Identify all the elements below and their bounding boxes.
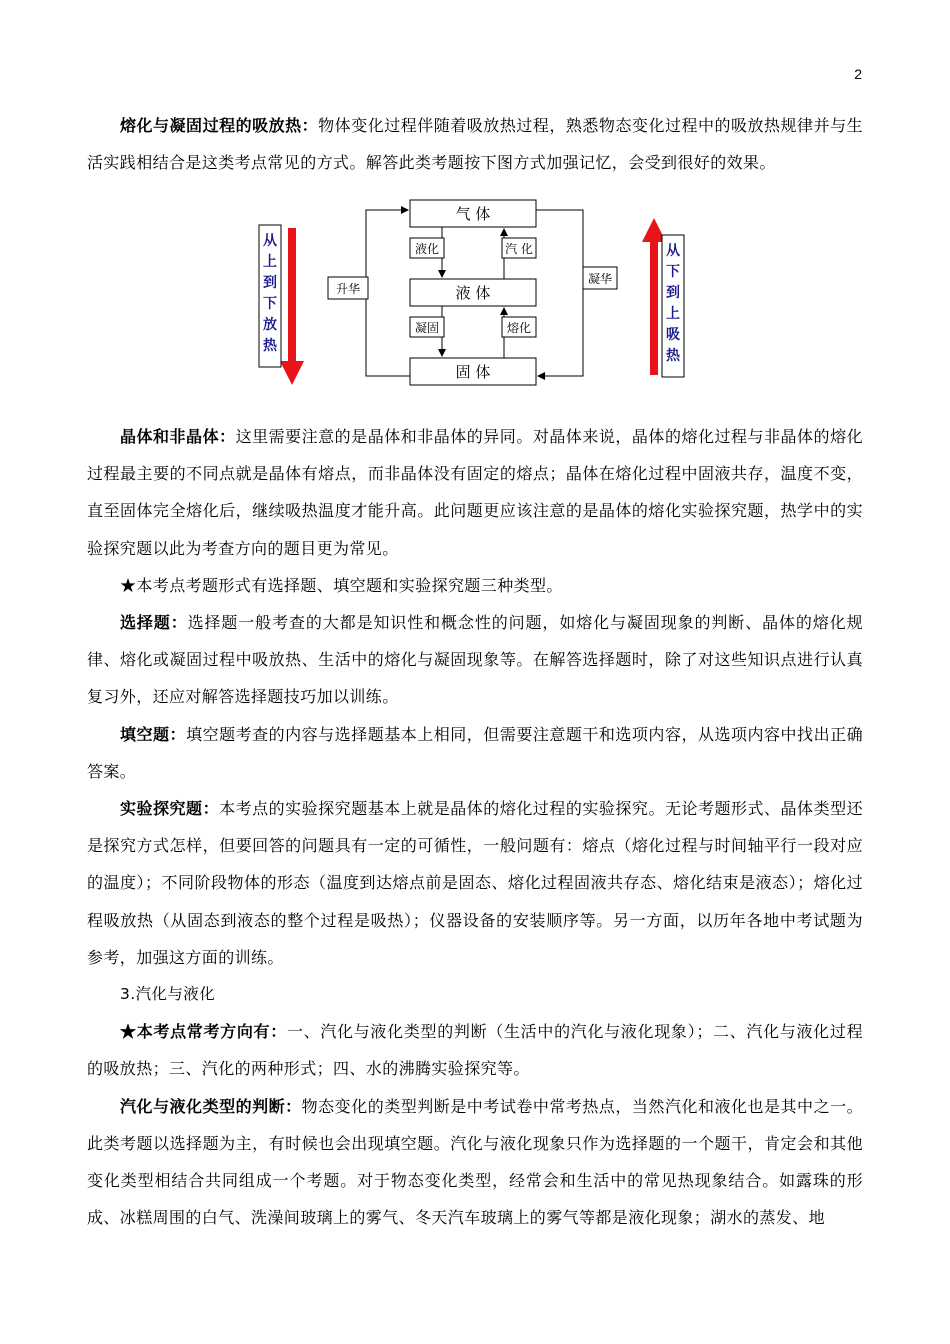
absorb-heat-char-5: 热: [666, 348, 680, 364]
paragraph-text: ★本考点考题形式有选择题、填空题和实验探究题三种类型。: [120, 575, 563, 595]
paragraph-text: 物态变化的类型判断是中考试卷中常考热点，当然汽化和液化也是其中之一。此类考题以选择题为主，有时候也会出现填空题。汽化与液化现象只作为选择题的一个题干，肯定会和其他变化类型相结合共同组成一个考题。对于物态变化类型，经常会和生活中的常见热现象结合。如露珠的形成、冰糕周围的白气、洗澡间玻璃上的雾气、冬天汽车玻璃上的雾气等都是液化现象；湖水的蒸发、地: [87, 1096, 863, 1228]
release-heat-char-0: 从: [263, 233, 277, 249]
paragraph-label: 填空题：: [120, 724, 187, 744]
paragraph-label: 熔化与凝固过程的吸放热：: [120, 116, 319, 135]
section-crystal: [87, 418, 863, 1236]
paragraph-text: 本考点的实验探究题基本上就是晶体的熔化过程的实验探究。无论考题形式、晶体类型还是探究方式怎样，但要回答的问题具有一定的可循性，一般问题有：熔点（熔化过程与时间轴平行一段对应的温度）；不同阶段物体的形态（温度到达熔点前是固态、熔化过程固液共存态、熔化结束是液态）；熔化过程吸放热（从固态到液态的整个过程是吸热）；仪器设备的安装顺序等。另一方面，以历年各地中考试题为参考，加强这方面的训练。: [87, 799, 863, 967]
page-number: 2: [854, 66, 862, 82]
paragraph-melting-heat: [87, 107, 863, 181]
paragraph: [87, 567, 863, 604]
release-heat-char-4: 放: [263, 317, 277, 333]
absorb-heat-char-3: 上: [666, 306, 680, 322]
paragraph-label: 实验探究题：: [120, 799, 220, 819]
vaporization-label: 汽 化: [505, 242, 533, 256]
paragraph-label: ★本考点常考方向有：: [120, 1022, 287, 1042]
paragraph: [87, 418, 863, 567]
liquid-label: 液 体: [455, 284, 491, 302]
paragraph-label: 汽化与液化类型的判断：: [120, 1096, 302, 1116]
paragraph: [87, 604, 863, 716]
absorb-heat-char-1: 下: [666, 264, 680, 280]
section-phase-heat: [87, 107, 863, 181]
absorb-heat-char-2: 到: [666, 285, 680, 301]
paragraph: [87, 1013, 863, 1087]
paragraph-text: 选择题一般考查的大都是知识性和概念性的问题，如熔化与凝固现象的判断、晶体的熔化规律、熔化或凝固过程中吸放热、生活中的熔化与凝固现象等。在解答选择题时，除了对这些知识点进行认真复习外，还应对解答选择题技巧加以训练。: [87, 613, 863, 707]
deposition-label: 凝华: [587, 272, 613, 286]
paragraph-text: 填空题考查的内容与选择题基本上相同，但需要注意题干和选项内容，从选项内容中找出正确答案。: [87, 724, 863, 781]
liquefaction-label: 液化: [414, 242, 440, 256]
gas-label: 气 体: [455, 205, 491, 223]
release-heat-char-2: 到: [263, 275, 277, 291]
release-heat-char-5: 热: [263, 338, 277, 354]
release-heat-arrow: [280, 228, 304, 385]
paragraph: [87, 716, 863, 790]
solidification-label: 凝固: [414, 321, 440, 335]
sublimation-arrow: [366, 210, 410, 376]
release-heat-char-1: 上: [263, 254, 277, 270]
paragraph: [87, 1088, 863, 1237]
paragraph-label: 晶体和非晶体：: [120, 427, 236, 446]
section-heading: 3.汽化与液化: [120, 985, 216, 1004]
paragraph: [87, 790, 863, 976]
paragraph-text: 这里需要注意的是晶体和非晶体的异同。对晶体来说，晶体的熔化过程与非晶体的熔化过程最主要的不同点就是晶体有熔点，而非晶体没有固定的熔点；晶体在熔化过程中固液共存，温度不变，直至固体完全熔化后，继续吸热温度才能升高。此问题更应该注意的是晶体的熔化实验探究题，热学中的实验探究题以此为考查方向的题目更为常见。: [87, 427, 863, 558]
paragraph-text: 一、汽化与液化类型的判断（生活中的汽化与液化现象）；二、汽化与液化过程的吸放热；三、汽化的两种形式；四、水的沸腾实验探究等。: [87, 1022, 863, 1079]
phase-change-diagram: [250, 195, 700, 395]
absorb-heat-char-4: 吸: [666, 327, 680, 343]
deposition-arrow: [536, 210, 583, 376]
release-heat-char-3: 下: [263, 296, 277, 312]
absorb-heat-char-0: 从: [666, 243, 680, 259]
solid-label: 固 体: [455, 363, 491, 381]
paragraph-label: 选择题：: [120, 613, 188, 633]
paragraph-text: 物体变化过程伴随着吸放热过程，熟悉物态变化过程中的吸放热规律并与生活实践相结合是这类考点常见的方式。解答此类考题按下图方式加强记忆，会受到很好的效果。: [87, 116, 863, 173]
sublimation-label: 升华: [335, 282, 361, 296]
melting-label: 熔化: [506, 321, 532, 335]
